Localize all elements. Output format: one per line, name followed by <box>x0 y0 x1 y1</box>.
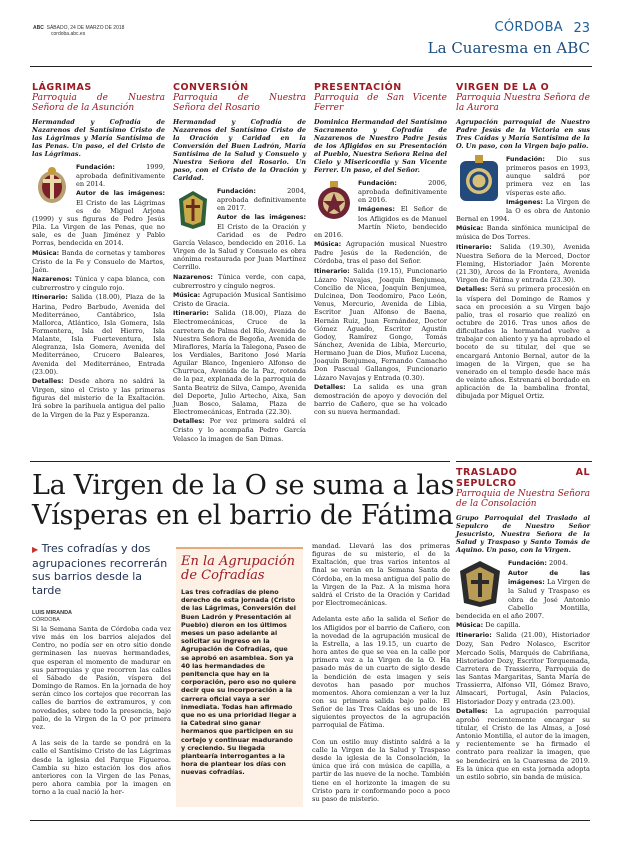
column-title: CONVERSIÓN <box>173 82 249 93</box>
column-presentacion <box>314 82 447 417</box>
column-virgen-de-la-o <box>456 82 590 402</box>
musica-text: De capilla. <box>485 621 521 630</box>
mid-rule <box>30 461 450 462</box>
label-autor: Autor de las imágenes: <box>217 214 306 222</box>
label-imagenes: Imágenes: <box>506 198 543 206</box>
emblem-image <box>314 179 354 223</box>
masthead-left <box>33 25 124 37</box>
parish-name: Parroquia Nuestra Señora de la Aurora <box>456 93 590 113</box>
label-musica: Música: <box>456 225 484 233</box>
detalles-text: Desde ahora no saldrá la Virgen, sino el Cristo y las primeras figuras del misterio de la Exaltación. Irá sobre la parihuela antigua del palio de la Virgen de la Paz y Esperanza. <box>32 376 165 419</box>
label-fundacion: Fundación: <box>508 560 547 567</box>
autor-text: El Cristo de las Lágrimas es de Miguel Arjona (1999) y sus figuras de Pedro Jesús Pila. La Virgen de las Penas, que no sale, es de Juan Jiménez y Pablo Porras, bendecida en 2014. <box>32 198 165 248</box>
fundacion-text: 1999, aprobada definitivamente en 2014. <box>76 163 165 189</box>
brotherhood-description: Agrupación parroquial de Nuestro Padre Jesús de la Victoria en sus Tres Caídas y María Santísima de la O. Un paso, con la Virgen bajo palio. <box>456 118 590 150</box>
musica-text: Banda de cornetas y tambores Cristo de la Fe y Consuelo de Martos, Jaén. <box>32 248 165 274</box>
label-fundacion: Fundación: <box>506 156 545 163</box>
parish-name: Parroquia de Nuestra Señora de la Consolación <box>456 489 590 509</box>
label-autor: Autor de las imágenes: <box>76 190 165 198</box>
brotherhood-description: Hermandad y Cofradía de Nazarenos del Santísimo Cristo de la Oración y Caridad en la Conversión del Buen Ladrón, María Santísima de la Salud y Consuelo y Nuestra Señora del Rosario. Un paso, con el Cristo de la Oración y Caridad. <box>173 118 306 182</box>
label-detalles: Detalles: <box>173 418 205 426</box>
label-imagenes: Imágenes: <box>358 206 395 214</box>
article-headline: La Virgen de la O se suma a las Vísperas en el barrio de Fátima <box>32 470 455 531</box>
detalles-text: Será su primera procesión en la víspera del Domingo de Ramos y saca en procesión a su Virgen bajo palio, tras el rosario que realizó en octubre de 2016. Tras unos años de dificultades la hermandad vuelve a trabajar con aliento y ya ha aprobado el boceto de su titular, del que se encargará Antonio Bernal, autor de la imagen de la Virgen, que se ha venerado en el templo desde hace más de veinte años. Estrenará el bordado en aplicación de la bambalina frontal, dibujada por Miguel Ortiz. <box>456 285 590 401</box>
label-detalles: Detalles: <box>32 377 64 385</box>
sidebar-box <box>176 547 303 807</box>
label-fundacion: Fundación: <box>358 180 397 187</box>
column-title: LÁGRIMAS <box>32 82 92 93</box>
itinerario-text: Salida (21.00), Historiador Dozy, San Pedro Nolasco, Escritor Mercado Solís, Marqués de Cabriñana, Historiador Dozy, Escritor Torquemada, Carretera de Trassierra, Parroquia de las Santas Margaritas, Santa María de Trassierra, Alfonso VII, Gómez Bravo, Almacari, Portugal, Asín Palacios, Historiador Dozy y entrada (23.00). <box>456 631 590 706</box>
arrow-icon: ▶ <box>32 545 39 554</box>
itinerario-text: Salida (18.00), Plaza de la Harina, Pedro Barbudo, Avenida del Mediterráneo, Cantábrico, Isla Mallorca, Atlántico, Isla Gomera, Isla Formentera, Isla del Hierro, Isla Malante, Isla Fuerteventura, Isla Alegranza, Isla Gomera, Avenida del Mediterráneo, Crucero Baleares, Avenida del Mediterráneo, Entrada (23.00). <box>32 293 165 376</box>
dateline: CÓRDOBA <box>32 617 60 623</box>
emblem-image <box>456 559 504 609</box>
itinerario-text: Salida (18.00), Plaza de Electromecánicas, Cruce de la carretera de Palma del Río, Avenida de Nuestra Señora de Begoña, Avenida de Miraflores, María la Talegona, Paseo de los Verdiales, Baritono José María Aguilar Blanco, Ingeniero Alfonso de Churruca, Avenida de la Paz, rotonda de la paz, explanada de la parroquia de Santa Beatriz de Silva, Campo, Avenida del Deporte, Julio Artecho, Aixa, San Juan Bosco, Salama, Plaza de Electromecánicas, Entrada (22.30). <box>173 309 306 417</box>
article-deck <box>32 542 172 597</box>
box-title: En la Agrupación de Cofradías <box>181 554 296 583</box>
musica-text: Agrupación Musical Santísimo Cristo de Gracia. <box>173 290 306 309</box>
brotherhood-description: Dominica Hermandad del Santísimo Sacramento y Cofradía de Nazarenos de Nuestro Padre Jesús de los Afligidos en su Presentación al Pueblo, Nuestra Señora Reina del Cielo y Misericordia y San Vicente Ferrer. Un paso, el del Señor. <box>314 118 447 174</box>
label-musica: Música: <box>456 622 484 630</box>
itinerario-text: Salida (19.30), Avenida Nuestra Señora de la Merced, Doctor Fleming, Historiador Jaén Morente (21.30), Arcos de la Frontera, Avenida Virgen de Fátima y entrada (23.30). <box>456 242 590 285</box>
label-musica: Música: <box>314 241 342 249</box>
label-nazarenos: Nazarenos: <box>32 276 72 284</box>
parish-name: Parroquia de Nuestra Señora del Rosario <box>173 93 306 113</box>
detalles-text: Por vez primera saldrá el Cristo y lo acompaña Pedro García Velasco la imagen de San Dimas. <box>173 417 306 443</box>
column-title: VIRGEN DE LA O <box>456 82 550 93</box>
label-musica: Música: <box>32 249 60 257</box>
detalles-text: La salida es una gran demostración de apoyo y devoción del barrio de Cañero, que se ha volcado con su nueva hermandad. <box>314 382 447 417</box>
box-body: Las tres cofradías de pleno derecho de esta jornada (Cristo de las Lágrimas, Conversión del Buen Ladrón y Presentación al Pueblo) dieron en los últimos meses un paso adelante al solicitar su ingreso en la Agrupación de Cofradías, que se aprobó en asamblea. Son ya 40 las hermandades de penitencia que hay en la corporación, pero eso no quiere decir que su incorporación a la carrera oficial vaya a ser inmediata. Todas han afirmado que no es una prioridad llegar a la Catedral sino ganar hermanos que participen en su cortejo y continuar madurando y creciendo. Su llegada plantearía interrogantes a la hora de plantear los días con nuevas cofradías. <box>181 588 297 777</box>
label-autor: Autor de las imágenes: <box>508 570 590 587</box>
website: cordoba.abc.es <box>51 31 86 37</box>
column-traslado-sepulcro <box>456 467 590 782</box>
brotherhood-description: Hermandad y Cofradía de Nazarenos del Santísimo Cristo de las Lágrimas y María Santísima de las Penas. Un paso, el del Cristo de las Lágrimas. <box>32 118 165 158</box>
column-title: TRASLADO AL SEPULCRO <box>456 467 590 489</box>
label-detalles: Detalles: <box>456 286 488 294</box>
itinerario-text: Salida (19.15), Funcionario Lázaro Navajas, Joaquín Benjumea, Concilio de Nicea, Joaquín Benjumea, Dulcinea, Don Teodomiro, Paco León, Venus, Mercurio, Avenida de Libia, Escritor Juan Alfonso de Baena, Hernán Ruiz, Juan Fernández, Doctor Gómez Aguado, Escritor Agustín Godoy, Ramírez Gongo, Tomás Sánchez, Avenida de Libia, Mercurio, Hermano Juan de Dios, Muñoz Lucena, Joaquín Benjumea, Fernando Camacho Don Pascual Gallangos, Funcionario Lázaro Navajas y Entrada (0.30). <box>314 266 447 382</box>
issue-date: SÁBADO, 24 DE MARZO DE 2018 <box>46 25 125 31</box>
label-itinerario: Itinerario: <box>456 632 492 640</box>
imagenes-text: La Virgen de la O es obra de Antonio Bernal en 1994. <box>456 197 590 224</box>
author-name: LUIS MIRANDA <box>32 610 73 616</box>
mid-rule-right <box>456 461 592 462</box>
emblem-image <box>456 155 502 205</box>
label-nazarenos: Nazarenos: <box>173 273 213 281</box>
fundacion-text: 2004, aprobada definitivamente en 2017. <box>217 187 306 213</box>
article-body-col1: Si la Semana Santa de Córdoba cada vez vive más en los barrios alejados del Centro, no podía ser en otro sitio donde germinasen las nuevas hermandades, que esperan el momento de madurar en sus parroquias y que recorren las calles el Sábado de Pasión, víspera del Domingo de Ramos. En la jornada de hoy serán cinco los cortejos que recorran las calles de barrios de extramuros, y con novedades, sobre todo la presencia, bajo palio, de la Virgen de la O por primera vez. A las seis de la tarde se pondrá en la calle el Santísimo Cristo de las Lágrimas desde la iglesia del Parque Figueroa. Cambia su hizo estación los dos años anteriores con la Virgen de las Penas, pero ahora cambia por la imagen en torno a la cual nació la her- <box>32 625 171 797</box>
imagenes-text: El Señor de los Afligidos es de Manuel Martín Nieto, bendecido en 2016. <box>314 205 447 239</box>
label-detalles: Detalles: <box>456 707 488 715</box>
musica-text: Agrupación musical Nuestro Padre Jesús de la Redención, de Córdoba, tras el paso del Señor. <box>314 240 447 266</box>
section-name: CÓRDOBA <box>494 20 563 35</box>
autor-text: La Virgen de la Salud y Traspaso es obra de José Antonio Cabello Montilla, bendecida en el año 2007. <box>456 578 590 620</box>
label-itinerario: Itinerario: <box>456 243 492 251</box>
musica-text: Banda sinfónica municipal de música de Dos Torres. <box>456 224 590 242</box>
detalles-text: La agrupación parroquial aprobó recientemente encargar su titular, el Cristo de las Almas, a José Antonio Montilla, el autor de la imagen, y recientemente se ha firmado el contrato para realizar la imagen, que se bendecirá en la Cuaresma de 2019. Es la única que en esta jornada adopta un estilo sobrio, sin banda de música. <box>456 706 590 781</box>
emblem-image <box>173 187 213 231</box>
column-lagrimas <box>32 82 165 420</box>
parish-name: Parroquia de San Vicente Ferrer <box>314 93 447 113</box>
label-detalles: Detalles: <box>314 383 346 391</box>
emblem-image <box>32 163 72 207</box>
brotherhood-description: Grupo Parroquial del Traslado al Sepulcro de Nuestro Señor Jesucristo, Nuestra Señora de la Salud y Traspaso y Santo Tomás de Aquino. Un paso, con la Virgen. <box>456 514 590 554</box>
parish-name: Parroquia de Nuestra Señora de la Asunción <box>32 93 165 113</box>
autor-text: El Cristo de la Oración y Caridad es de Pedro García Velasco, bendecido en 2016. La Virgen de la Salud y Consuelo es obra anónima restaurada por Juan Martínez Cerrillo. <box>173 222 306 272</box>
fundacion-text: 2004. <box>549 559 568 567</box>
label-itinerario: Itinerario: <box>32 294 68 302</box>
page-number: 23 <box>573 21 590 36</box>
label-fundacion: Fundación: <box>217 188 256 195</box>
column-title: PRESENTACIÓN <box>314 82 402 93</box>
fundacion-text: 2006, aprobada definitivamente en 2016. <box>358 179 447 205</box>
bottom-rule <box>30 820 590 821</box>
deck-text: Tres cofradías y dos agrupaciones recorrerán sus barrios desde la tarde <box>32 542 168 597</box>
nazarenos-text: Túnica verde, con capa, cubrerrostro y cíngulo negros. <box>173 272 306 290</box>
label-fundacion: Fundación: <box>76 164 115 171</box>
label-itinerario: Itinerario: <box>314 267 350 275</box>
fundacion-text: Dio sus primeros pasos en 1993, aunque saldrá por primera vez en las vísperas este año. <box>506 155 590 197</box>
label-itinerario: Itinerario: <box>173 310 209 318</box>
paper-name: ABC <box>33 25 44 31</box>
nazarenos-text: Túnica y capa blanca, con cubrerrostro y cíngulo rojo. <box>32 275 165 293</box>
subsection-name: La Cuaresma en ABC <box>427 39 590 57</box>
top-rule <box>30 66 592 67</box>
byline <box>32 610 72 624</box>
article-body-col2: mandad. Llevará las dos primeras figuras de su misterio, el de la Exaltación, que tras varios intentos al final se verán en la Semana Santa de Córdoba, en la mesa antigua del palio de la Virgen de la Paz. A la misma hora saldrá el Cristo de la Oración y Caridad por Electromecánicas. Adelanta este año la salida el Señor de los Afligidos por el barrio de Cañero, con la novedad de la agrupación musical de la Estrella, a las 19.15, un cuarto de hora antes de que se vea en la calle por primera vez a la Virgen de la O. Ha pasado más de un cuarto de siglo desde la bendición de esta imagen y seis devotos han pasado por muchos momentos. Ahora comienzan a ver la luz con su primera salida bajo palio. El Señor de las Tres Caídas es uno de los siguientes proyectos de la agrupación parroquial de Fátima. Con un estilo muy distinto saldrá a la calle la Virgen de la Salud y Traspaso desde la iglesia de la Consolación, la única que irá con música de capilla, a partir de las nueve de la noche. También tiene en el horizonte la imagen de su Cristo para ir conformando poco a poco su paso de misterio. <box>312 542 450 803</box>
label-musica: Música: <box>173 291 201 299</box>
column-conversion <box>173 82 306 444</box>
